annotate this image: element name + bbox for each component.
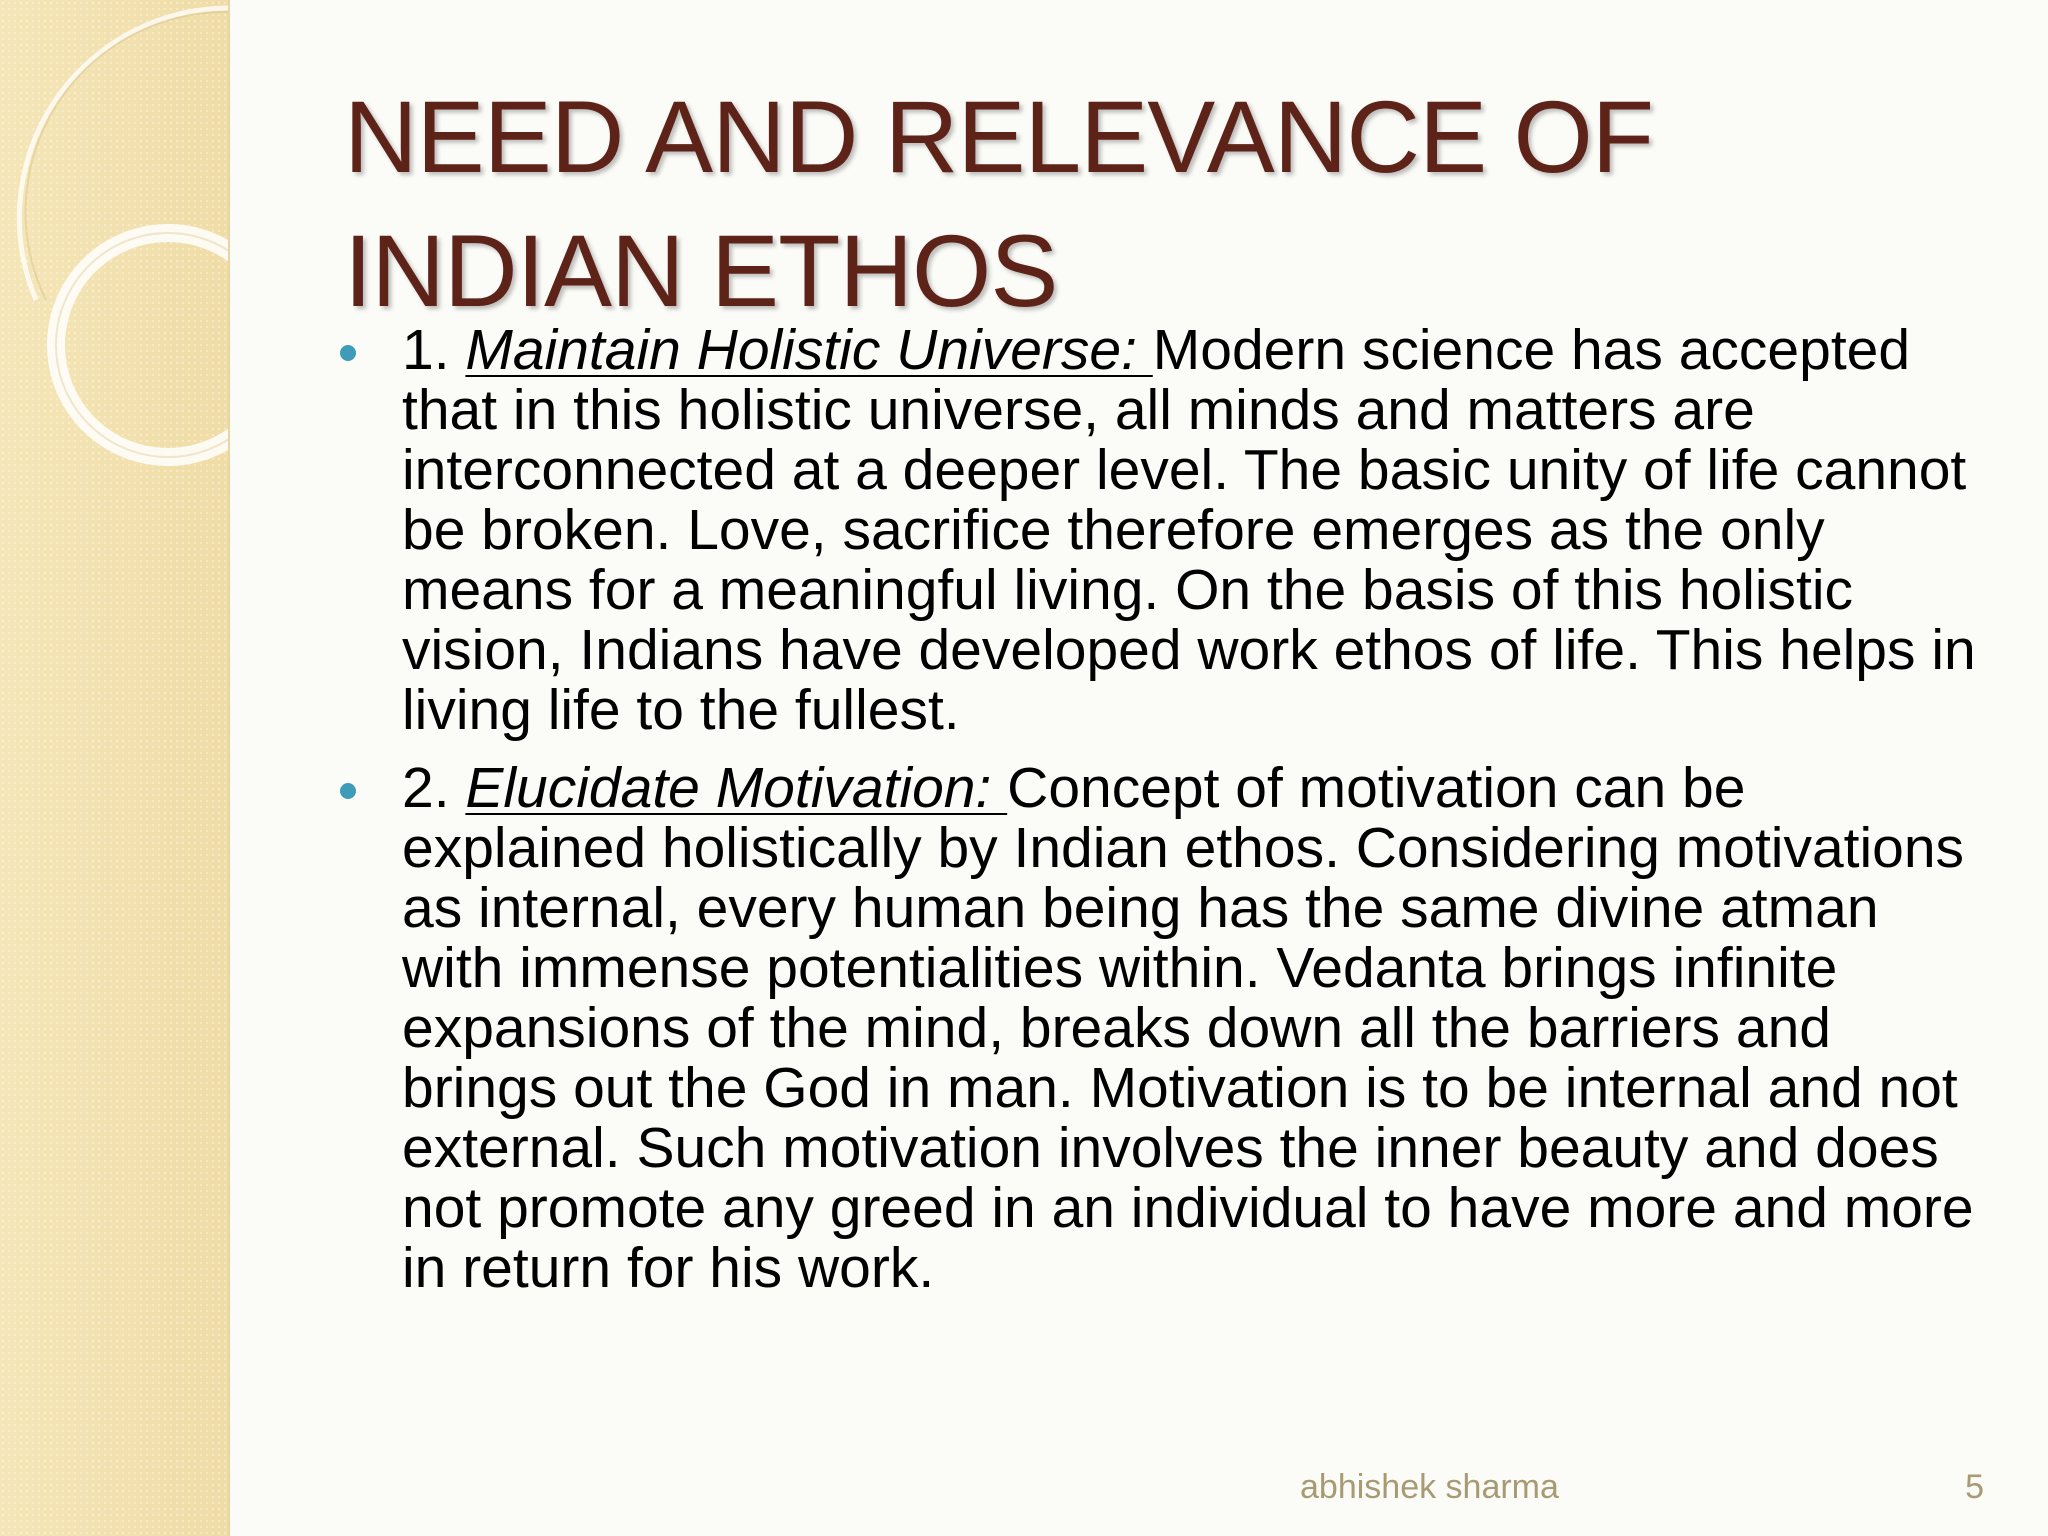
- footer-author: abhishek sharma: [1300, 1468, 1559, 1506]
- title-line-2: INDIAN ETHOS: [344, 214, 1058, 328]
- decorative-side-panel: [0, 0, 230, 1536]
- point-number: 1.: [402, 318, 466, 382]
- bullet-dot-icon: [340, 345, 356, 361]
- point-heading: Maintain Holistic Universe:: [465, 318, 1153, 382]
- bullet-point-2: [340, 758, 1980, 1298]
- decorative-rings-icon: [0, 0, 228, 560]
- point-text: Concept of motivation can be explained holistically by Indian ethos. Considering motivations as internal, every human being has the same divine atman with immense potentialities within. Vedanta brings infinite expansions of the mind, breaks down all the barriers and brings out the God in man. Motivation is to be internal and not external. Such motivation involves the inner beauty and does not promote any greed in an individual to have more and more in return for his work.: [402, 756, 1974, 1300]
- point-text: Modern science has accepted that in this holistic universe, all minds and matters are interconnected at a deeper level. The basic unity of life cannot be broken. Love, sacrifice therefore emerges as the only means for a meaningful living. On the basis of this holistic vision, Indians have developed work ethos of life. This helps in living life to the fullest.: [402, 318, 1976, 742]
- slide-title: [344, 70, 2004, 338]
- bullet-point-1: [340, 320, 1980, 740]
- title-line-1: NEED AND RELEVANCE OF: [344, 80, 1654, 194]
- bullet-list: [340, 320, 1980, 1298]
- point-heading: Elucidate Motivation:: [465, 756, 1008, 820]
- point-number: 2.: [402, 756, 466, 820]
- page-number: 5: [1965, 1468, 1984, 1506]
- bullet-dot-icon: [340, 783, 356, 799]
